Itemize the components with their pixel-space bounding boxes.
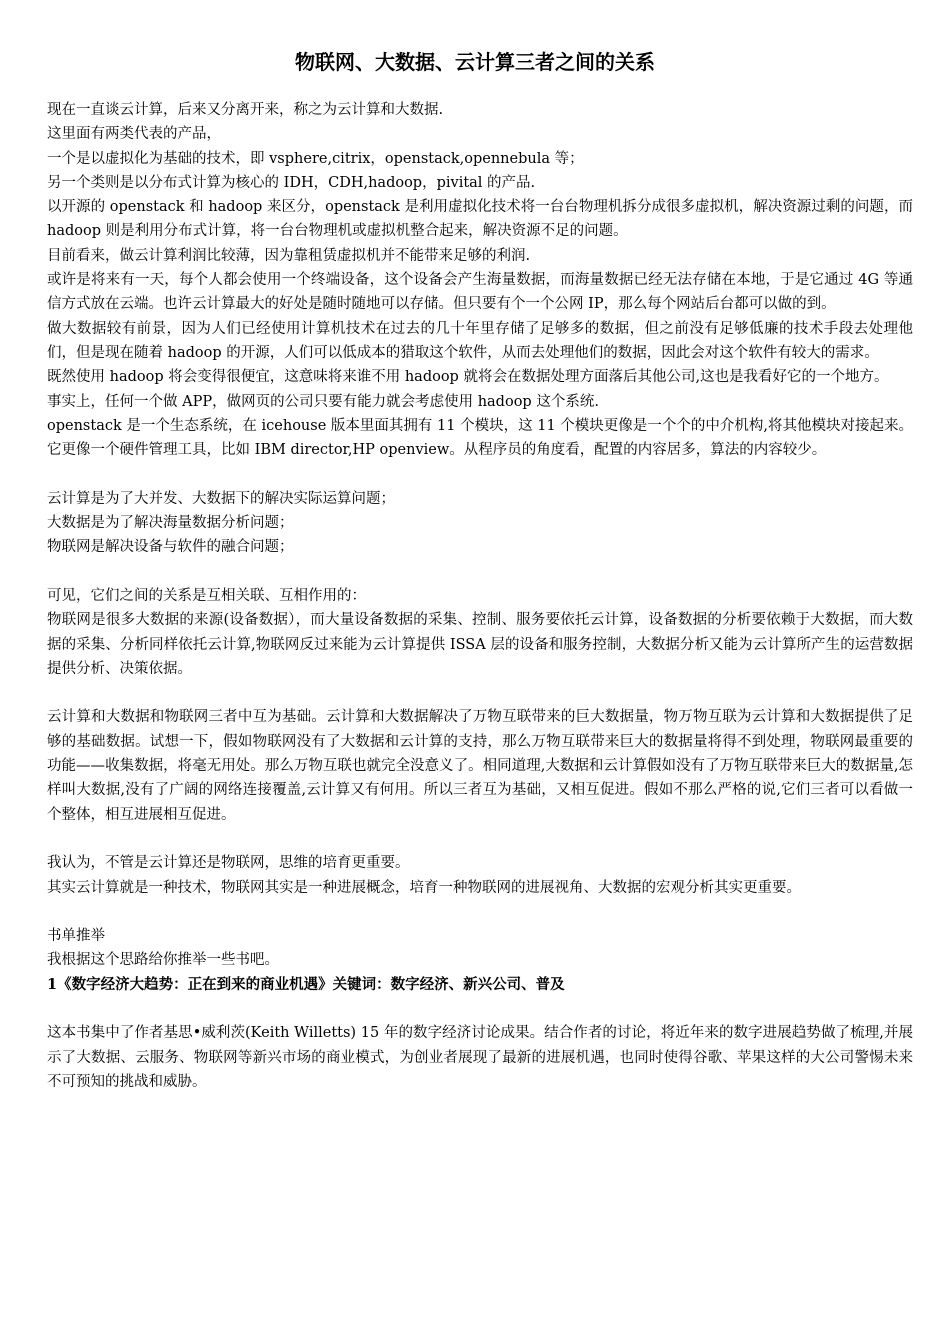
paragraph: 既然使用 hadoop 将会变得很便宜，这意味将来谁不用 hadoop 就将会在数据处理方面落后其他公司,这也是我看好它的一个地方。 (47, 369, 889, 386)
paragraph: 事实上，任何一个做 APP，做网页的公司只要有能力就会考虑使用 hadoop 这个系统. (47, 393, 599, 410)
paragraph: 可见，它们之间的关系是互相关联、互相作用的： (47, 587, 366, 604)
paragraph: openstack 是一个生态系统，在 icehouse 版本里面其拥有 11 个模块，这 11 个模块更像是一个个的中介机构,将其他模块对接起来。它更像一个硬件管理工具，比如 IBM director,HP openview。从程序员的角度看，配置的内容居多，算法的内容较少。 (47, 417, 913, 459)
paragraph: 一个是以虚拟化为基础的技术，即 vsphere,citrix，openstack,opennebula 等； (47, 150, 584, 167)
paragraph: 大数据是为了解决海量数据分析问题； (47, 515, 294, 532)
paragraph: 我根据这个思路给你推举一些书吧。 (47, 952, 279, 969)
paragraph: 书单推举 (47, 928, 105, 945)
paragraph: 另一个类则是以分布式计算为核心的 IDH，CDH,hadoop，pivital 的产品. (47, 174, 536, 191)
paragraph: 这本书集中了作者基思•威利茨(Keith Willetts) 15 年的数字经济讨论成果。结合作者的讨论，将近年来的数字进展趋势做了梳理,并展示了大数据、云服务、物联网等新兴市场的商业模式，为创业者展现了最新的进展机遇，也同时使得谷歌、苹果这样的大公司警惕未来不可预知的挑战和威胁。 (47, 1025, 913, 1090)
blank-line (47, 900, 913, 924)
document-title: 物联网、大数据、云计算三者之间的关系 (295, 50, 655, 74)
paragraph: 云计算是为了大并发、大数据下的解决实际运算问题； (47, 490, 395, 507)
paragraph: 做大数据较有前景，因为人们已经使用计算机技术在过去的几十年里存储了足够多的数据，但之前没有足够低廉的技术手段去处理他们，但是现在随着 hadoop 的开源，人们可以低成本的猎取这个软件，从而去处理他们的数据，因此会对这个软件有较大的需求。 (47, 320, 913, 361)
paragraph: 以开源的 openstack 和 hadoop 来区分，openstack 是利用虚拟化技术将一台台物理机拆分成很多虚拟机，解决资源过剩的问题，而 hadoop 则是利用分布式计算，将一台台物理机或虚拟机整合起来，解决资源不足的问题。 (47, 199, 918, 240)
blank-line (47, 997, 913, 1021)
blank-line (47, 462, 913, 486)
paragraph: 我认为，不管是云计算还是物联网，思维的培育更重要。 (47, 855, 410, 872)
blank-line (47, 827, 913, 851)
paragraph: 其实云计算就是一种技术，物联网其实是一种进展概念，培育一种物联网的进展视角、大数据的宏观分析其实更重要。 (47, 879, 801, 896)
paragraph: 目前看来，做云计算利润比较薄，因为靠租赁虚拟机并不能带来足够的利润. (47, 247, 531, 264)
paragraph: 现在一直谈云计算，后来又分离开来，称之为云计算和大数据. (47, 102, 444, 118)
book-recommendation-heading: 1《数字经济大趋势：正在到来的商业机遇》关键词：数字经济、新兴公司、普及 (47, 975, 565, 993)
paragraph: 云计算和大数据和物联网三者中互为基础。云计算和大数据解决了万物互联带来的巨大数据量，物万物互联为云计算和大数据提供了足够的基础数据。试想一下，假如物联网没有了大数据和云计算的支持，那么万物互联带来巨大的数据量将得不到处理，物联网最重要的功能——收集数据，将毫无用处。那么万物互联也就完全没意义了。相同道理,大数据和云计算假如没有了万物互联带来巨大的数据量,怎样叫大数据,没有了广阔的网络连接覆盖,云计算又有何用。所以三者互为基础，又相互促进。假如不那么严格的说,它们三者可以看做一个整体，相互进展相互促进。 (47, 709, 913, 823)
document-body (47, 98, 918, 1094)
paragraph: 物联网是解决设备与软件的融合问题； (47, 539, 294, 556)
blank-line (47, 681, 913, 705)
paragraph: 这里面有两类代表的产品， (47, 126, 221, 143)
paragraph: 物联网是很多大数据的来源(设备数据），而大量设备数据的采集、控制、服务要依托云计算，设备数据的分析要依赖于大数据，而大数据的采集、分析同样依托云计算,物联网反过来能为云计算提供 ISSA 层的设备和服务控制，大数据分析又能为云计算所产生的运营数据提供分析、决策依据。 (47, 612, 913, 677)
paragraph: 或许是将来有一天，每个人都会使用一个终端设备，这个设备会产生海量数据，而海量数据已经无法存储在本地，于是它通过 4G 等通信方式放在云端。也许云计算最大的好处是随时随地可以存储。但只要有个一个公网 IP，那么每个网站后台都可以做的到。 (47, 272, 913, 313)
blank-line (47, 560, 913, 584)
